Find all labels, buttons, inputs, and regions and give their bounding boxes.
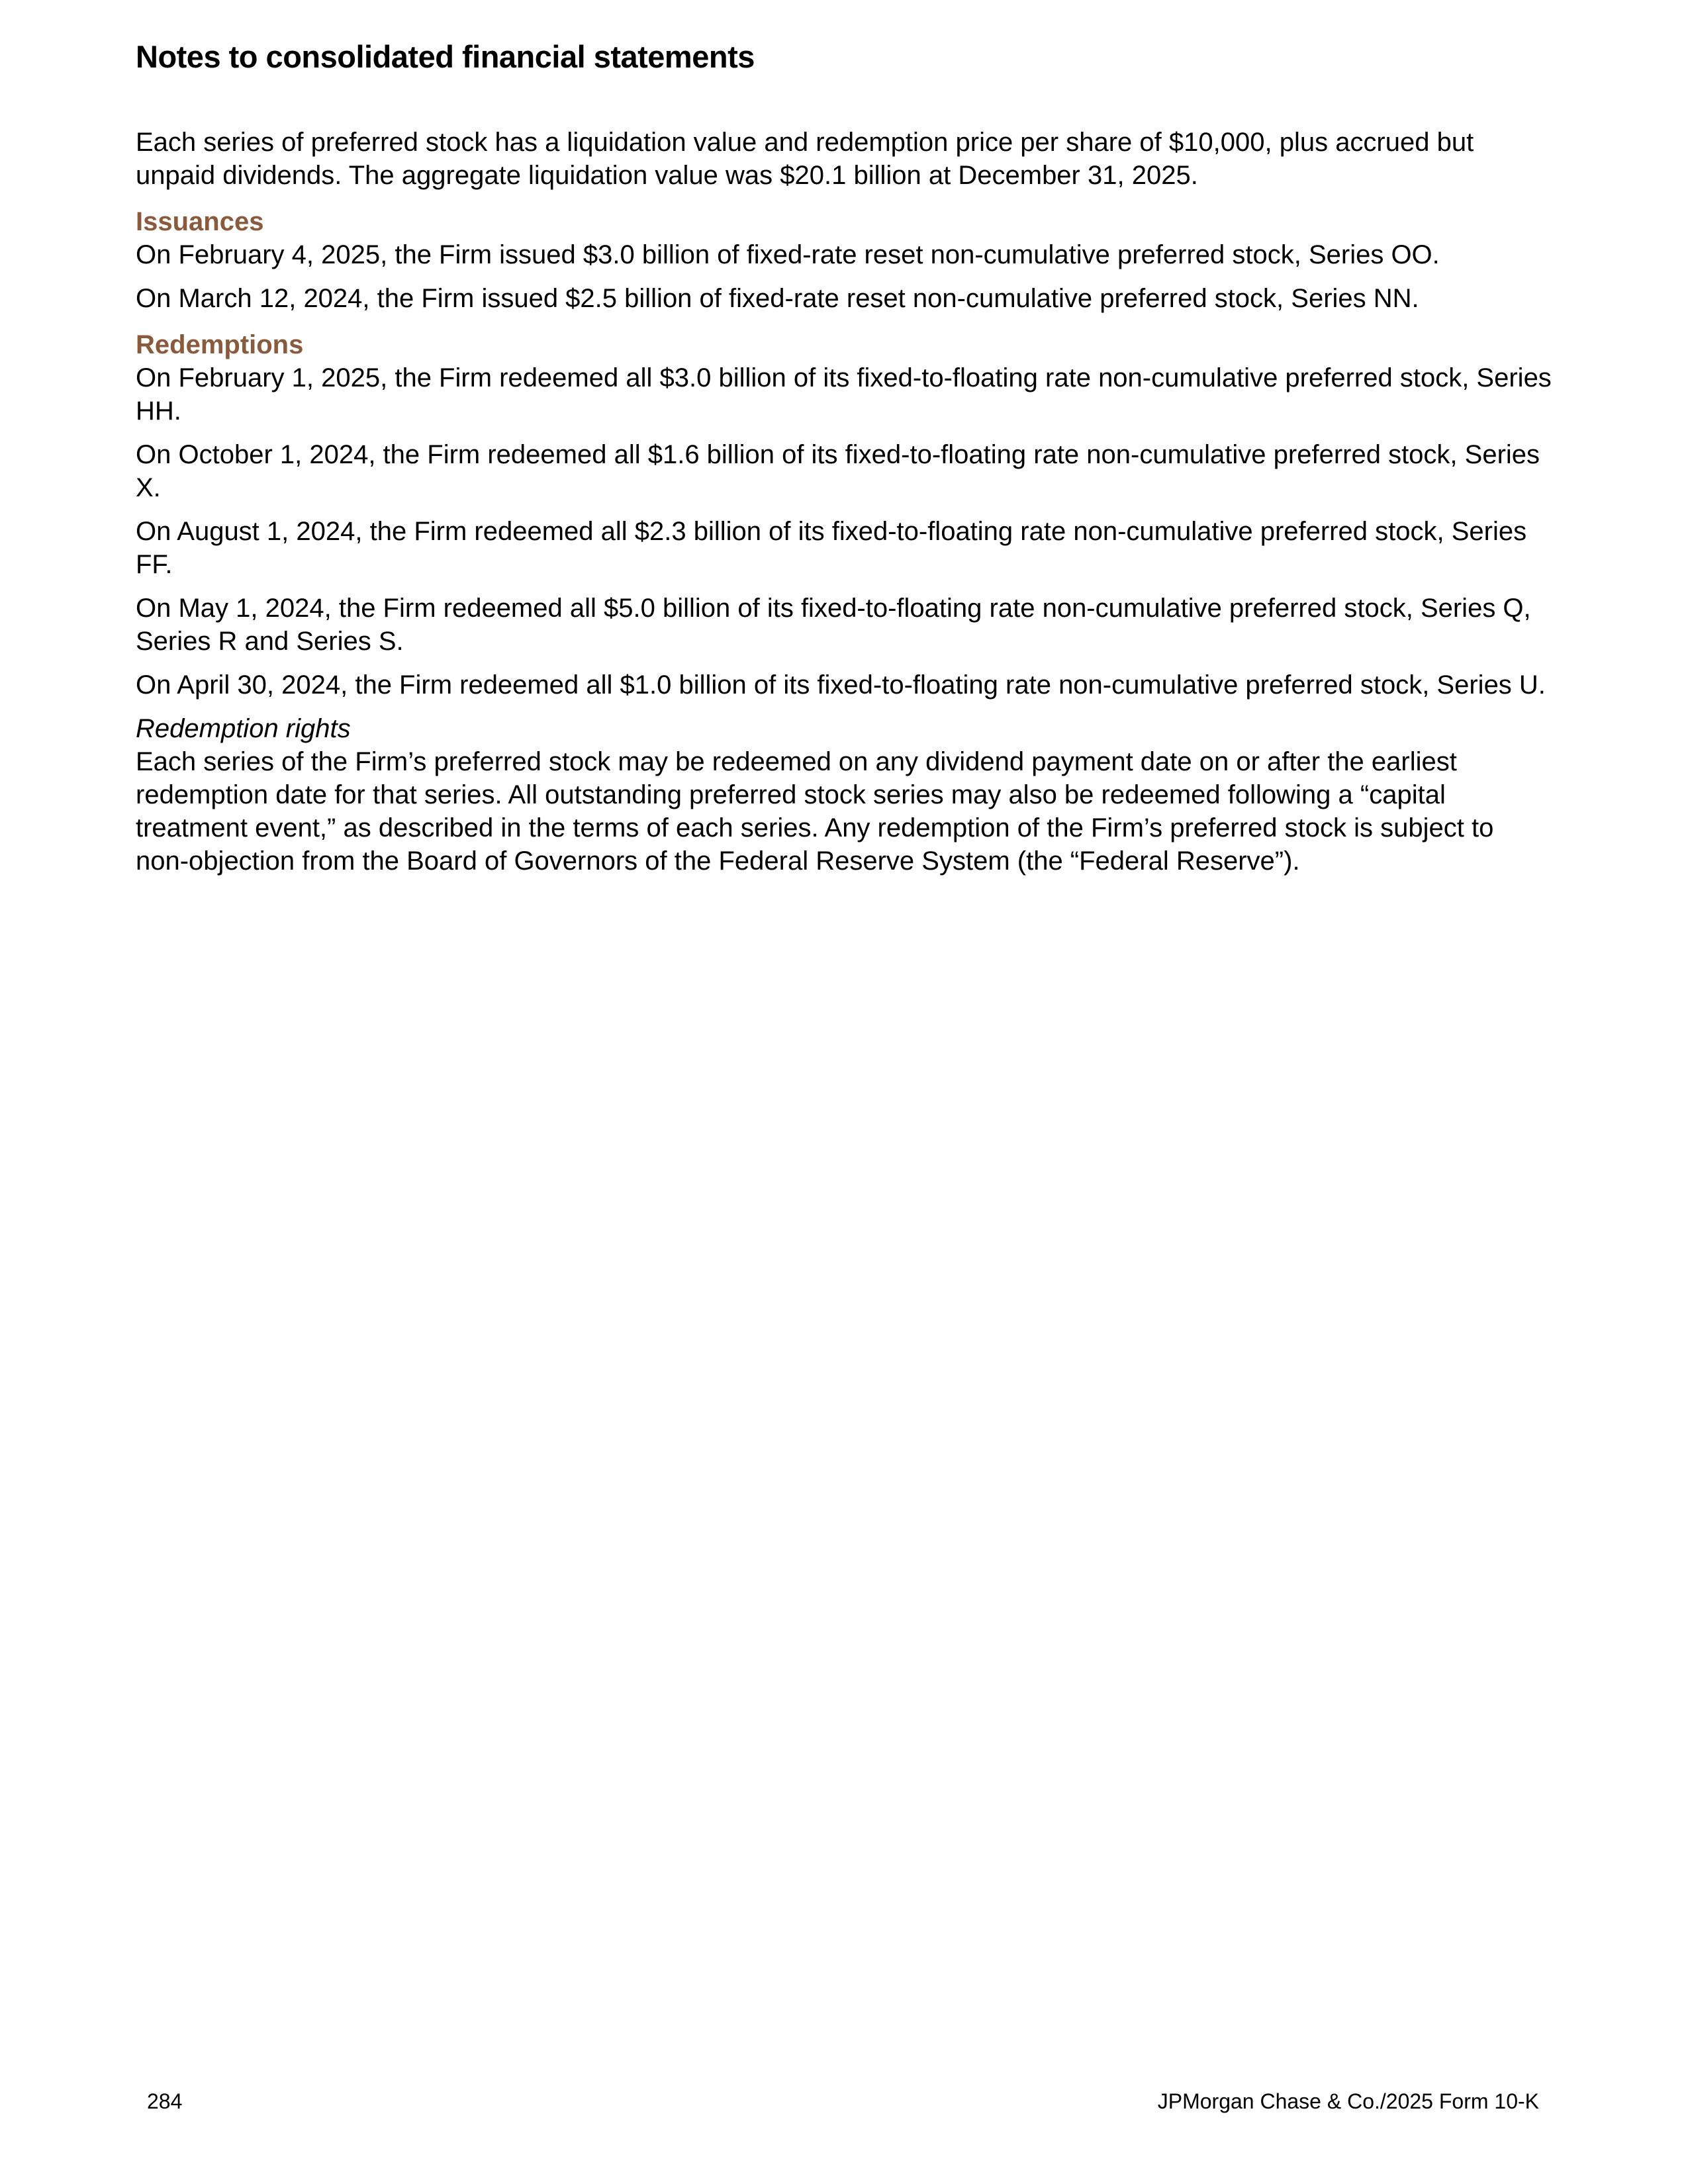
issuance-item: On February 4, 2025, the Firm issued $3.0 billion of fixed-rate reset non-cumulative preferred stock, Series OO. [136, 240, 1440, 269]
redemption-item: On October 1, 2024, the Firm redeemed all $1.6 billion of its fixed-to-floating rate non-cumulative preferred stock, Series X. [136, 440, 1540, 502]
redemption-item: On February 1, 2025, the Firm redeemed all $3.0 billion of its fixed-to-floating rate non-cumulative preferred stock, Series HH. [136, 363, 1552, 426]
issuance-item: On March 12, 2024, the Firm issued $2.5 billion of fixed-rate reset non-cumulative preferred stock, Series NN. [136, 284, 1419, 313]
redemptions-heading: Redemptions [136, 330, 304, 359]
redemption-item: On May 1, 2024, the Firm redeemed all $5.0 billion of its fixed-to-floating rate non-cumulative preferred stock, Series Q, Series R and Series S. [136, 594, 1531, 656]
redemption-rights-paragraph: Each series of the Firm’s preferred stock may be redeemed on any dividend payment date on or after the earliest redemption date for that series. All outstanding preferred stock series may also be redeemed following a “capital treatment event,” as described in the terms of each series. Any redemption of the Firm’s preferred stock is subject to non-objection from the Board of Governors of the Federal Reserve System (the “Federal Reserve”). [136, 747, 1494, 876]
document-body [136, 126, 1552, 888]
footer-document-title: JPMorgan Chase & Co./2025 Form 10-K [1157, 2089, 1539, 2113]
issuances-heading: Issuances [136, 207, 264, 236]
redemption-item: On August 1, 2024, the Firm redeemed all $2.3 billion of its fixed-to-floating rate non-cumulative preferred stock, Series FF. [136, 517, 1527, 579]
redemption-item: On April 30, 2024, the Firm redeemed all $1.0 billion of its fixed-to-floating rate non-cumulative preferred stock, Series U. [136, 670, 1546, 700]
page-title: Notes to consolidated financial statements [136, 39, 755, 74]
page-number: 284 [147, 2089, 183, 2113]
intro-paragraph: Each series of preferred stock has a liquidation value and redemption price per share of $10,000, plus accrued but unpaid dividends. The aggregate liquidation value was $20.1 billion at December 31, 2025. [136, 128, 1474, 190]
redemption-rights-heading: Redemption rights [136, 714, 351, 743]
